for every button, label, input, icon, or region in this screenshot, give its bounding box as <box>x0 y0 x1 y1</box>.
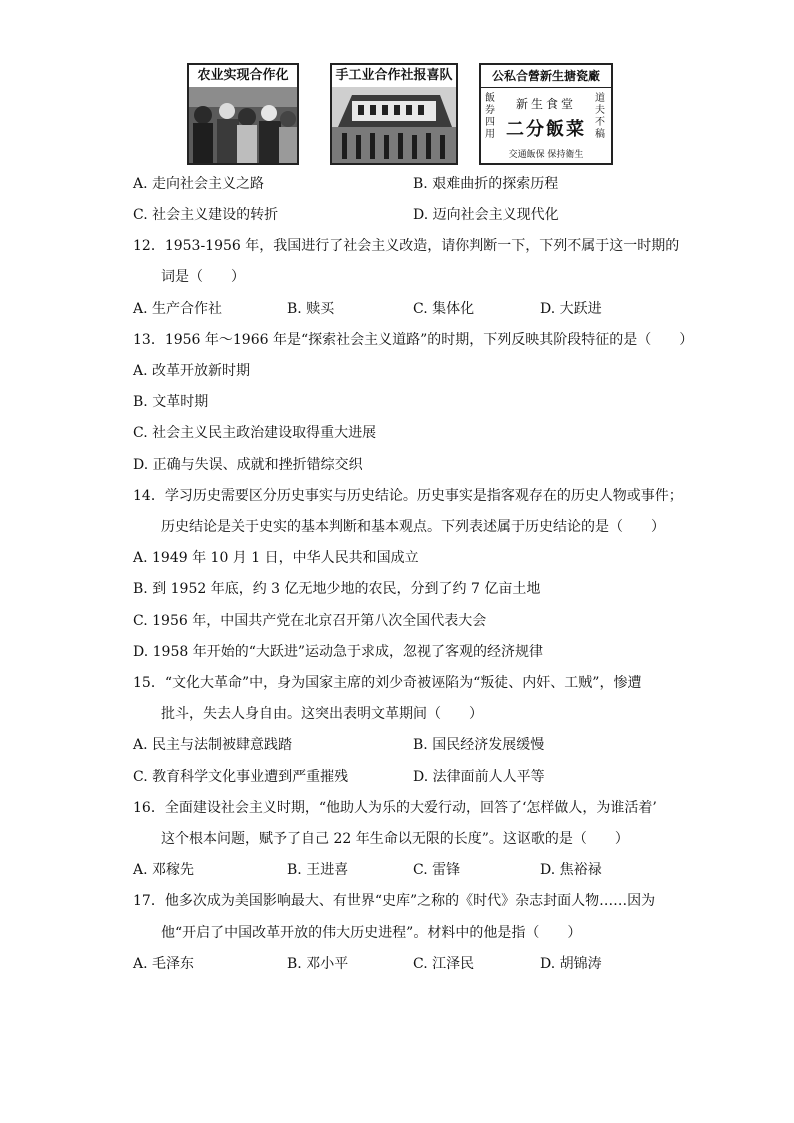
q16-option-a[interactable]: A. 邓稼先 <box>133 862 195 878</box>
photo-agriculture-cooperative <box>187 63 299 165</box>
q11-option-b[interactable]: B. 艰难曲折的探索历程 <box>413 176 559 192</box>
parade-photo-graphic <box>332 87 456 163</box>
q12-option-b[interactable]: B. 赎买 <box>287 301 335 317</box>
q15-option-b[interactable]: B. 国民经济发展缓慢 <box>413 737 545 753</box>
q12-option-d[interactable]: D. 大跃进 <box>540 301 602 317</box>
q14-option-b[interactable]: B. 到 1952 年底，约 3 亿无地少地的农民，分到了约 7 亿亩土地 <box>133 581 541 597</box>
q15-stem-line1: 15．“文化大革命”中，身为国家主席的刘少奇被诬陷为“叛徒、内奸、工贼”，惨遭 <box>133 675 642 691</box>
q12-option-a[interactable]: A. 生产合作社 <box>133 301 223 317</box>
q13-stem-line1: 13．1956 年～1966 年是“探索社会主义道路”的时期，下列反映其阶段特征的是（ ） <box>133 332 694 348</box>
sign-right-text: 道夫不稿 <box>595 93 605 140</box>
q15-stem-line2: 批斗，失去人身自由。这突出表明文革期间（ ） <box>161 706 483 722</box>
q17-option-a[interactable]: A. 毛泽东 <box>133 956 195 972</box>
photo-caption: 农业实现合作化 <box>189 65 297 88</box>
q15-option-d[interactable]: D. 法律面前人人平等 <box>413 769 545 785</box>
photo-caption: 公私合營新生搪瓷廠 <box>481 65 611 88</box>
photo-enamel-factory-sign <box>479 63 613 165</box>
q12-option-c[interactable]: C. 集体化 <box>413 301 475 317</box>
q15-option-c[interactable]: C. 教育科学文化事业遭到严重摧残 <box>133 769 349 785</box>
crowd-photo-graphic <box>189 87 297 163</box>
q17-option-d[interactable]: D. 胡锦涛 <box>540 956 602 972</box>
q13-option-c[interactable]: C. 社会主义民主政治建设取得重大进展 <box>133 425 377 441</box>
q13-option-d[interactable]: D. 正确与失误、成就和挫折错综交织 <box>133 457 363 473</box>
q16-option-b[interactable]: B. 王进喜 <box>287 862 349 878</box>
q17-option-b[interactable]: B. 邓小平 <box>287 956 349 972</box>
photo-caption: 手工业合作社报喜队 <box>332 65 456 88</box>
q17-option-c[interactable]: C. 江泽民 <box>413 956 475 972</box>
q17-stem-line2: 他“开启了中国改革开放的伟大历史进程”。材料中的他是指（ ） <box>161 925 582 941</box>
q11-option-d[interactable]: D. 迈向社会主义现代化 <box>413 207 559 223</box>
q11-option-c[interactable]: C. 社会主义建设的转折 <box>133 207 279 223</box>
q17-stem-line1: 17．他多次成为美国影响最大、有世界“史库”之称的《时代》杂志封面人物……因为 <box>133 893 656 909</box>
q14-stem-line1: 14．学习历史需要区分历史事实与历史结论。历史事实是指客观存在的历史人物或事件； <box>133 488 683 504</box>
q14-option-a[interactable]: A. 1949 年 10 月 1 日，中华人民共和国成立 <box>133 550 419 566</box>
q16-stem-line2: 这个根本问题，赋予了自己 22 年生命以无限的长度”。这讴歌的是（ ） <box>161 831 629 847</box>
q15-option-a[interactable]: A. 民主与法制被肆意践踏 <box>133 737 293 753</box>
q16-option-c[interactable]: C. 雷锋 <box>413 862 461 878</box>
q14-option-c[interactable]: C. 1956 年，中国共产党在北京召开第八次全国代表大会 <box>133 613 487 629</box>
sign-bottom-text: 交通飯保 保持衛生 <box>508 150 584 160</box>
q11-option-a[interactable]: A. 走向社会主义之路 <box>133 176 265 192</box>
q12-stem-line1: 12．1953-1956 年，我国进行了社会主义改造，请你判断一下，下列不属于这一时期的 <box>133 238 680 254</box>
q12-stem-line2: 词是（ ） <box>161 269 245 285</box>
q14-stem-line2: 历史结论是关于史实的基本判断和基本观点。下列表述属于历史结论的是（ ） <box>161 519 665 535</box>
sign-main-text: 二分飯菜 <box>506 119 586 140</box>
q16-option-d[interactable]: D. 焦裕禄 <box>540 862 602 878</box>
q13-option-a[interactable]: A. 改革开放新时期 <box>133 363 251 379</box>
sign-left-text: 飯券四用 <box>485 93 495 140</box>
q14-option-d[interactable]: D. 1958 年开始的“大跃进”运动急于求成，忽视了客观的经济规律 <box>133 644 544 660</box>
photo-handicraft-cooperative <box>330 63 458 165</box>
q13-option-b[interactable]: B. 文革时期 <box>133 394 209 410</box>
sign-title: 新生食堂 <box>515 97 576 111</box>
q16-stem-line1: 16．全面建设社会主义时期，“他助人为乐的大爱行动，回答了‘怎样做人，为谁活着’ <box>133 800 657 816</box>
